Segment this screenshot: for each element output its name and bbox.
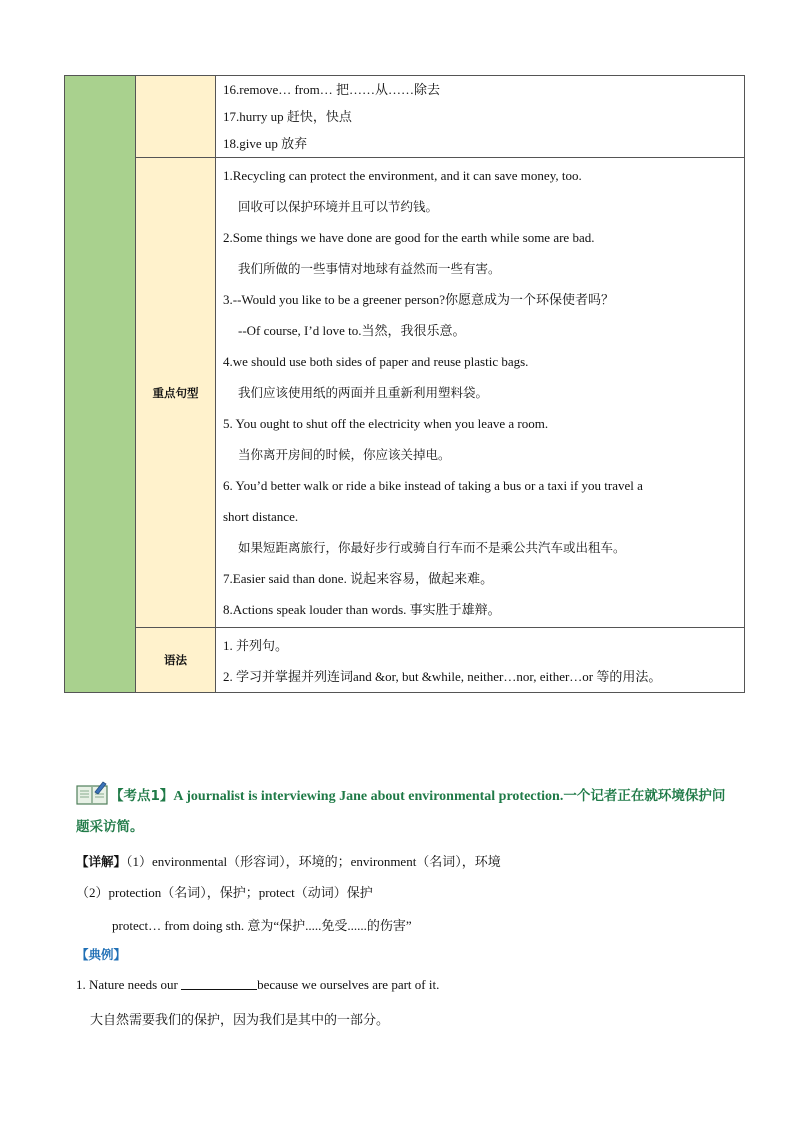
example-q1-translation: 大自然需要我们的保护，因为我们是其中的一部分。 — [90, 1013, 390, 1028]
vocab-line-16: 16.remove… from… 把……从……除去 — [223, 82, 441, 97]
summary-table — [64, 75, 745, 693]
grammar-item-2: 2. 学习并掌握并列连词and &or, but &while, neither…nor, either…or 等的用法。 — [223, 669, 662, 684]
sentence-3-reply: --Of course, I’d love to.当然，我很乐意。 — [238, 323, 466, 338]
example-question-1 — [76, 977, 439, 993]
vocab-line-17: 17.hurry up 赶快，快点 — [223, 109, 352, 124]
book-pencil-icon — [76, 781, 108, 805]
example-heading — [76, 945, 126, 963]
sentence-7: 7.Easier said than done. 说起来容易，做起来难。 — [223, 571, 494, 586]
answer-blank[interactable] — [181, 977, 257, 990]
sentences-label-cell — [136, 158, 216, 628]
sentence-2-en: 2.Some things we have done are good for the earth while some are bad. — [223, 230, 595, 245]
grammar-item-1: 1. 并列句。 — [223, 638, 289, 653]
category-column — [65, 76, 136, 693]
sentence-6-cn: 如果短距离旅行，你最好步行或骑自行车而不是乘公共汽车或出租车。 — [238, 540, 626, 555]
sentences-label: 重点句型 — [152, 385, 199, 400]
grammar-cell — [216, 628, 745, 693]
sentence-5-cn: 当你离开房间的时候，你应该关掉电。 — [238, 447, 451, 462]
detail-line-1 — [76, 851, 501, 870]
exam-point-label: 【考点1】 — [110, 788, 174, 804]
sentence-4-cn: 我们应该使用纸的两面并且重新利用塑料袋。 — [238, 385, 489, 400]
vocab-cell — [216, 76, 745, 158]
detail-label: 【详解】 — [76, 854, 127, 869]
sentence-1-cn: 回收可以保护环境并且可以节约钱。 — [238, 199, 439, 214]
sentence-3-en: 3.--Would you like to be a greener person?你愿意成为一个环保使者吗？ — [223, 292, 615, 307]
exam-point-heading — [76, 781, 726, 843]
exam-point-title-cn: 一个记者正在就环境保护问题采访简。 — [76, 788, 726, 835]
grammar-label: 语法 — [164, 653, 187, 667]
sentence-5-en: 5. You ought to shut off the electricity when you leave a room. — [223, 416, 549, 431]
detail-line-3: protect… from doing sth. 意为“保护.....免受......的伤害” — [112, 918, 412, 933]
exam-point-title-en: A journalist is interviewing Jane about environmental protection. — [173, 789, 564, 804]
grammar-label-cell — [136, 628, 216, 693]
sentence-6-en-b: short distance. — [223, 509, 299, 524]
sentence-4-en: 4.we should use both sides of paper and reuse plastic bags. — [223, 354, 529, 369]
sentence-8: 8.Actions speak louder than words. 事实胜于雄辩。 — [223, 602, 501, 617]
sentence-1-en: 1.Recycling can protect the environment, and it can save money, too. — [223, 168, 582, 183]
detail-line-2: （2）protection（名词），保护；protect（动词）保护 — [76, 885, 373, 900]
vocab-line-18: 18.give up 放弃 — [223, 136, 308, 151]
example-label: 【典例】 — [76, 947, 127, 962]
sentence-2-cn: 我们所做的一些事情对地球有益然而一些有害。 — [238, 261, 501, 276]
vocab-label-cell — [136, 76, 216, 158]
example-q1-after: because we ourselves are part of it. — [257, 977, 440, 992]
example-q1-before: 1. Nature needs our — [76, 977, 182, 992]
sentences-cell — [216, 158, 745, 628]
detail-text-1: （1）environmental（形容词），环境的；environment（名词），环境 — [126, 854, 501, 869]
sentence-6-en-a: 6. You’d better walk or ride a bike instead of taking a bus or a taxi if you travel a — [223, 478, 643, 493]
